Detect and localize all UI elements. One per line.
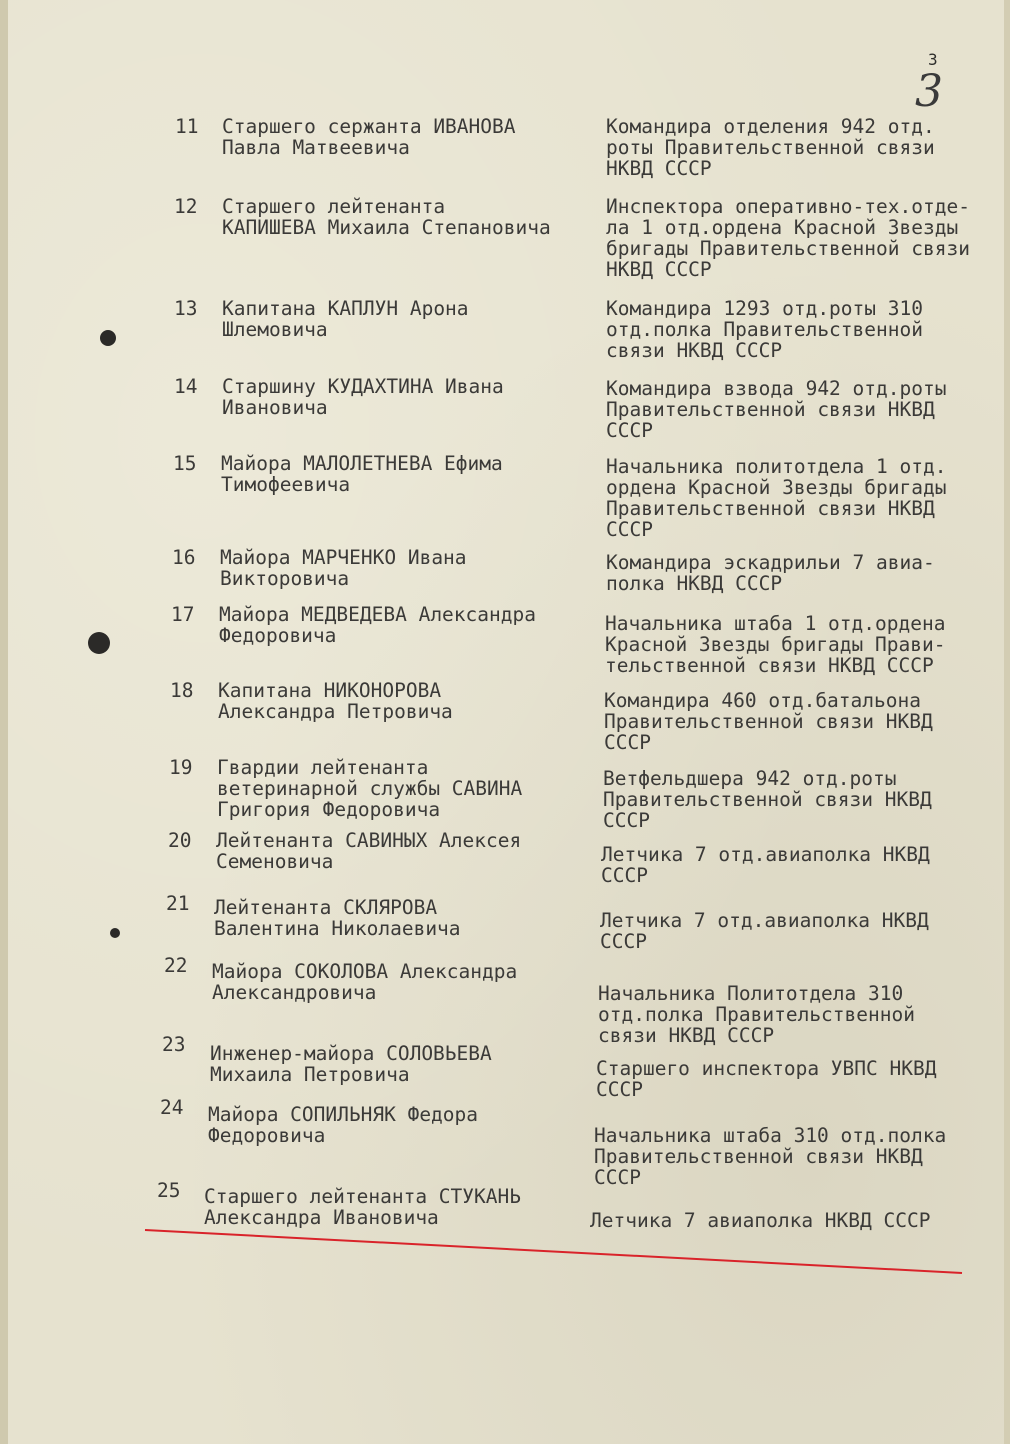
entry-position: Летчика 7 отд.авиаполка НКВД СССР — [600, 909, 929, 953]
entry-number: 18 — [170, 679, 194, 702]
entry-number: 24 — [160, 1096, 184, 1119]
entry-name: Старшего лейтенанта СТУКАНЬ Александра Ивановича — [204, 1185, 521, 1229]
entry-number: 14 — [174, 375, 198, 398]
entry-name: Старшину КУДАХТИНА Ивана Ивановича — [222, 375, 504, 419]
entry-number: 13 — [174, 297, 198, 320]
entry-name: Лейтенанта САВИНЫХ Алексея Семеновича — [216, 829, 522, 873]
entry-number: 21 — [166, 892, 190, 915]
entry-position: Начальника штаба 310 отд.полка Правительственной связи НКВД СССР — [594, 1124, 947, 1189]
entry-name: Капитана КАПЛУН Арона Шлемовича — [222, 297, 469, 341]
entry-name: Гвардии лейтенанта ветеринарной службы САВИНА Григория Федоровича — [217, 756, 523, 821]
page-number-handwritten: 3 — [915, 66, 943, 117]
entry-position: Старшего инспектора УВПС НКВД СССР — [596, 1057, 937, 1101]
entry-name: Капитана НИКОНОРОВА Александра Петровича — [218, 679, 453, 723]
entry-position: Летчика 7 авиаполка НКВД СССР — [590, 1209, 931, 1232]
entry-name: Майора МАРЧЕНКО Ивана Викторовича — [220, 546, 467, 590]
entry-number: 23 — [162, 1033, 186, 1056]
entry-position: Командира взвода 942 отд.роты Правительственной связи НКВД СССР — [606, 377, 947, 442]
entry-name: Майора МЕДВЕДЕВА Александра Федоровича — [219, 603, 536, 647]
entry-name: Инженер-майора СОЛОВЬЕВА Михаила Петровича — [210, 1042, 492, 1086]
entry-position: Командира 460 отд.батальона Правительственной связи НКВД СССР — [604, 689, 933, 754]
entry-position: Летчика 7 отд.авиаполка НКВД СССР — [601, 843, 930, 887]
entry-number: 20 — [168, 829, 192, 852]
entry-position: Инспектора оперативно-тех.отде- ла 1 отд.ордена Красной Звезды бригады Правительственной связи НКВД СССР — [606, 195, 970, 281]
entry-position: Начальника политотдела 1 отд. ордена Красной Звезды бригады Правительственной связи НКВД СССР — [606, 455, 947, 541]
entry-number: 19 — [169, 756, 193, 779]
entry-name: Майора СОПИЛЬНЯК Федора Федоровича — [208, 1103, 479, 1147]
entry-name: Старшего лейтенанта КАПИШЕВА Михаила Степановича — [222, 195, 551, 239]
entry-number: 12 — [174, 195, 198, 218]
entry-position: Начальника штаба 1 отд.ордена Красной Звезды бригады Прави- тельственной связи НКВД СССР — [605, 612, 946, 677]
entry-position: Командира эскадрильи 7 авиа- полка НКВД СССР — [606, 551, 935, 595]
entry-number: 11 — [175, 115, 199, 138]
entry-position: Начальника Политотдела 310 отд.полка Правительственной связи НКВД СССР — [598, 982, 915, 1047]
entry-number: 25 — [157, 1179, 181, 1202]
entry-name: Майора МАЛОЛЕТНЕВА Ефима Тимофеевича — [221, 452, 503, 496]
entry-position: Командира 1293 отд.роты 310 отд.полка Правительственной связи НКВД СССР — [606, 297, 923, 362]
entry-number: 17 — [171, 603, 195, 626]
entry-position: Командира отделения 942 отд. роты Правительственной связи НКВД СССР — [606, 115, 935, 180]
entry-name: Лейтенанта СКЛЯРОВА Валентина Николаевича — [214, 896, 461, 940]
page-number: 3 — [928, 50, 938, 69]
entry-number: 22 — [164, 954, 188, 977]
entry-name: Майора СОКОЛОВА Александра Александровича — [212, 960, 518, 1004]
entry-name: Старшего сержанта ИВАНОВА Павла Матвеевича — [222, 115, 516, 159]
entry-number: 16 — [172, 546, 196, 569]
entry-number: 15 — [173, 452, 197, 475]
entry-position: Ветфельдшера 942 отд.роты Правительственной связи НКВД СССР — [603, 767, 932, 832]
